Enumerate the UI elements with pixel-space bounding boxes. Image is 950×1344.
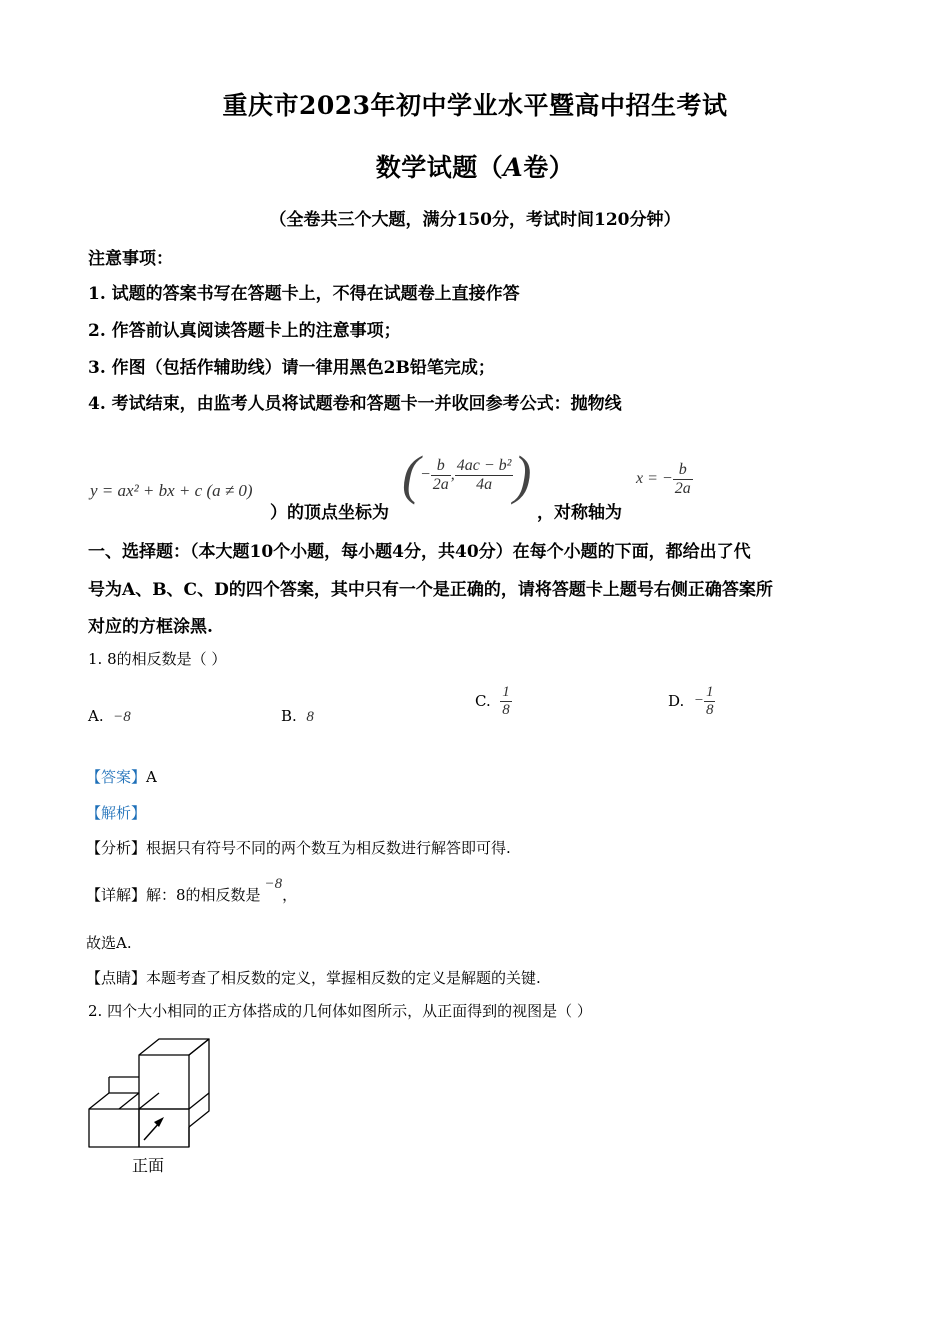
vertex-formula: (− $\frac{b}{2a}$ , $\frac{\text{4ac − b²}}{4a}$ ): [402, 445, 532, 505]
axis-fraction: $\frac{b}{2a}$: [674, 461, 691, 497]
q1-detail-value: −8: [264, 876, 283, 892]
note-item-3: 3. 作图（包括作辅助线）请一律用黑色2B铅笔完成；: [88, 358, 495, 378]
subtitle-version: A: [503, 153, 524, 182]
vertex-text: ）的顶点坐标为: [270, 503, 389, 523]
q2-stem: 2. 四个大小相同的正方体搭成的几何体如图所示，从正面得到的视图是（ ）: [88, 1002, 592, 1020]
right-paren: ): [513, 445, 532, 505]
top-cube: [139, 1055, 189, 1109]
exam-subtitle: [0, 148, 950, 184]
front-view-arrow-icon: [144, 1117, 164, 1140]
q1-option-c: C. $\frac{1}{8}$: [475, 684, 510, 718]
notes-heading: 注意事项：: [88, 249, 173, 269]
right-side-face: [189, 1039, 209, 1127]
left-paren: (: [402, 445, 420, 505]
section1-line1: 一、选择题：（本大题10个小题，每小题4分，共40分）在每个小题的下面，都给出了代: [88, 542, 751, 562]
front-right-cube: [139, 1109, 189, 1147]
section1-line3: 对应的方框涂黑.: [88, 617, 213, 637]
vertex-x-fraction: $\frac{b}{2a}$: [432, 456, 449, 493]
q2-figure-label: 正面: [132, 1156, 165, 1175]
front-left-cube: [89, 1109, 139, 1147]
q1-option-d-fraction: $\frac{1}{8}$: [705, 684, 714, 718]
q1-fenxi: 【分析】根据只有符号不同的两个数互为相反数进行解答即可得.: [86, 839, 511, 857]
vertex-y-fraction: $\frac{\text{4ac − b²}}{4a}$: [456, 456, 512, 493]
parabola-expression: y = ax² + bx + c (a ≠ 0): [90, 481, 253, 500]
left-cube-roof: [89, 1093, 139, 1109]
q1-dianjing: 【点睛】本题考查了相反数的定义，掌握相反数的定义是解题的关键.: [86, 969, 541, 987]
q1-option-b: B. 8: [281, 707, 314, 725]
subtitle-post: 卷）: [523, 153, 575, 182]
q1-option-c-fraction: $\frac{1}{8}$: [502, 684, 510, 718]
note-item-2: 2. 作答前认真阅读答题卡上的注意事项；: [88, 321, 401, 341]
q1-stem: 1. 8的相反数是（ ）: [88, 650, 227, 668]
q1-analysis-tag: 【解析】: [86, 804, 147, 822]
axis-formula: x = − $\frac{b}{2a}$: [636, 461, 691, 497]
note-item-4: 4. 考试结束，由监考人员将试题卷和答题卡一并收回参考公式：抛物线: [88, 394, 622, 414]
q2-cube-figure: [80, 1035, 210, 1155]
exam-title: 重庆市2023年初中学业水平暨高中招生考试: [222, 91, 728, 120]
q1-answer: 【答案】A: [86, 768, 157, 786]
axis-text: ，对称轴为: [537, 503, 622, 523]
q1-detail: 【详解】解：8的相反数是−8，: [86, 876, 298, 904]
q1-option-a: A. −8: [88, 707, 131, 725]
subtitle-pre: 数学试题（: [375, 153, 504, 182]
section1-line2: 号为A、B、C、D的四个答案，其中只有一个是正确的，请将答题卡上题号右侧正确答案所: [88, 580, 773, 600]
q1-choose: 故选A.: [86, 934, 132, 952]
note-item-1: 1. 试题的答案书写在答题卡上，不得在试题卷上直接作答: [88, 284, 520, 304]
q1-option-d: D. − $\frac{1}{8}$: [668, 684, 714, 718]
exam-info: （全卷共三个大题，满分150分，考试时间120分钟）: [269, 210, 681, 230]
